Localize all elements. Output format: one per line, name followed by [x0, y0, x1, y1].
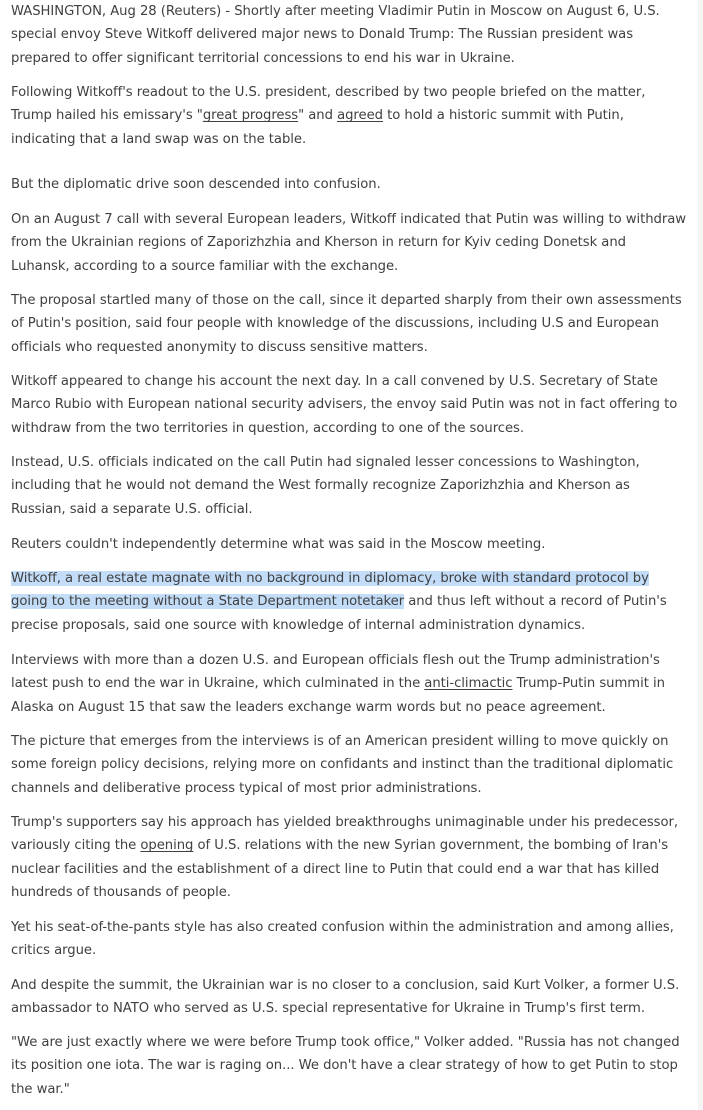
paragraph-14: And despite the summit, the Ukrainian war is no closer to a conclusion, said Kurt Volker, a former U.S. ambassador to NATO who served as U.S. special representative for Ukraine in Trump's first term.	[11, 978, 680, 1017]
paragraph-9	[11, 567, 687, 637]
paragraph-10-text-b: Trump-Putin summit in Alaska on August 15 that saw the leaders exchange warm words but no peace agreement.	[11, 676, 665, 715]
paragraph-9-text: and thus left without a record of Putin's precise proposals, said one source with knowledge of internal administration dynamics.	[11, 594, 667, 633]
paragraph-15: "We are just exactly where we were before Trump took office," Volker added. "Russia has not changed its position one iota. The war is raging on... We don't have a clear strategy of how to get Putin to stop the war."	[11, 1035, 680, 1097]
paragraph-4: On an August 7 call with several European leaders, Witkoff indicated that Putin was willing to withdraw from the Ukrainian regions of Zaporizhzhia and Kherson in return for Kyiv ceding Donetsk and Luhansk, according to a source familiar with the exchange.	[11, 212, 686, 274]
selected-text-highlight[interactable]: Witkoff, a real estate magnate with no background in diplomacy, broke with standard protocol by going to the meeting without a State Department notetaker	[11, 571, 649, 610]
paragraph-13: Yet his seat-of-the-pants style has also created confusion within the administration and among allies, critics argue.	[11, 920, 674, 959]
paragraph-10	[11, 649, 687, 719]
paragraph-11: The picture that emerges from the interviews is of an American president willing to move quickly on some foreign policy decisions, relying more on confidants and instinct than the traditional diplomatic channels and deliberative process typical of most prior administrations.	[11, 734, 674, 796]
paragraph-7: Instead, U.S. officials indicated on the call Putin had signaled lesser concessions to Washington, including that he would not demand the West formally recognize Zaporizhzhia and Kherson as Russian, said a separate U.S. official.	[11, 455, 640, 517]
agreed-link[interactable]: agreed	[337, 108, 383, 124]
paragraph-10-text-a: Interviews with more than a dozen U.S. and European officials flesh out the Trump administration's latest push to end the war in Ukraine, which culminated in the	[11, 653, 660, 692]
paragraph-6: Witkoff appeared to change his account the next day. In a call convened by U.S. Secretary of State Marco Rubio with European national security advisers, the envoy said Putin was not in fact offering to withdraw from the two territories in question, according to one of the sources.	[11, 374, 678, 436]
paragraph-12	[11, 811, 687, 904]
paragraph-2-text-b: " and	[298, 108, 338, 124]
paragraph-12-text-a: Trump's supporters say his approach has yielded breakthroughs unimaginable under his predecessor, variously citing the	[11, 815, 679, 854]
paragraph-2-text-a: Following Witkoff's readout to the U.S. president, described by two people briefed on the matter, Trump hailed his emissary's "	[11, 85, 646, 124]
opening-link[interactable]: opening	[140, 838, 194, 854]
scrollbar[interactable]	[698, 0, 703, 1110]
paragraph-2-text-c: to hold a historic summit with Putin, indicating that a land swap was on the table.	[11, 108, 624, 147]
paragraph-3: But the diplomatic drive soon descended into confusion.	[11, 177, 381, 192]
paragraph-8: Reuters couldn't independently determine what was said in the Moscow meeting.	[11, 537, 546, 552]
paragraph-1: WASHINGTON, Aug 28 (Reuters) - Shortly after meeting Vladimir Putin in Moscow on August 6, U.S. special envoy Steve Witkoff delivered major news to Donald Trump: The Russian president was prepared to offer significant territorial concessions to end his war in Ukraine.	[11, 4, 660, 66]
great-progress-link[interactable]: great progress	[202, 108, 299, 124]
paragraph-12-text-b: of U.S. relations with the new Syrian government, the bombing of Iran's nuclear facilities and the establishment of a direct line to Putin that could end a war that has killed hundreds of thousands of people.	[11, 838, 669, 900]
paragraph-2	[11, 81, 687, 151]
paragraph-5: The proposal startled many of those on the call, since it departed sharply from their own assessments of Putin's position, said four people with knowledge of the discussions, including U.S and European officials who requested anonymity to discuss sensitive matters.	[11, 293, 682, 355]
anti-climactic-link[interactable]: anti-climactic	[424, 676, 513, 692]
